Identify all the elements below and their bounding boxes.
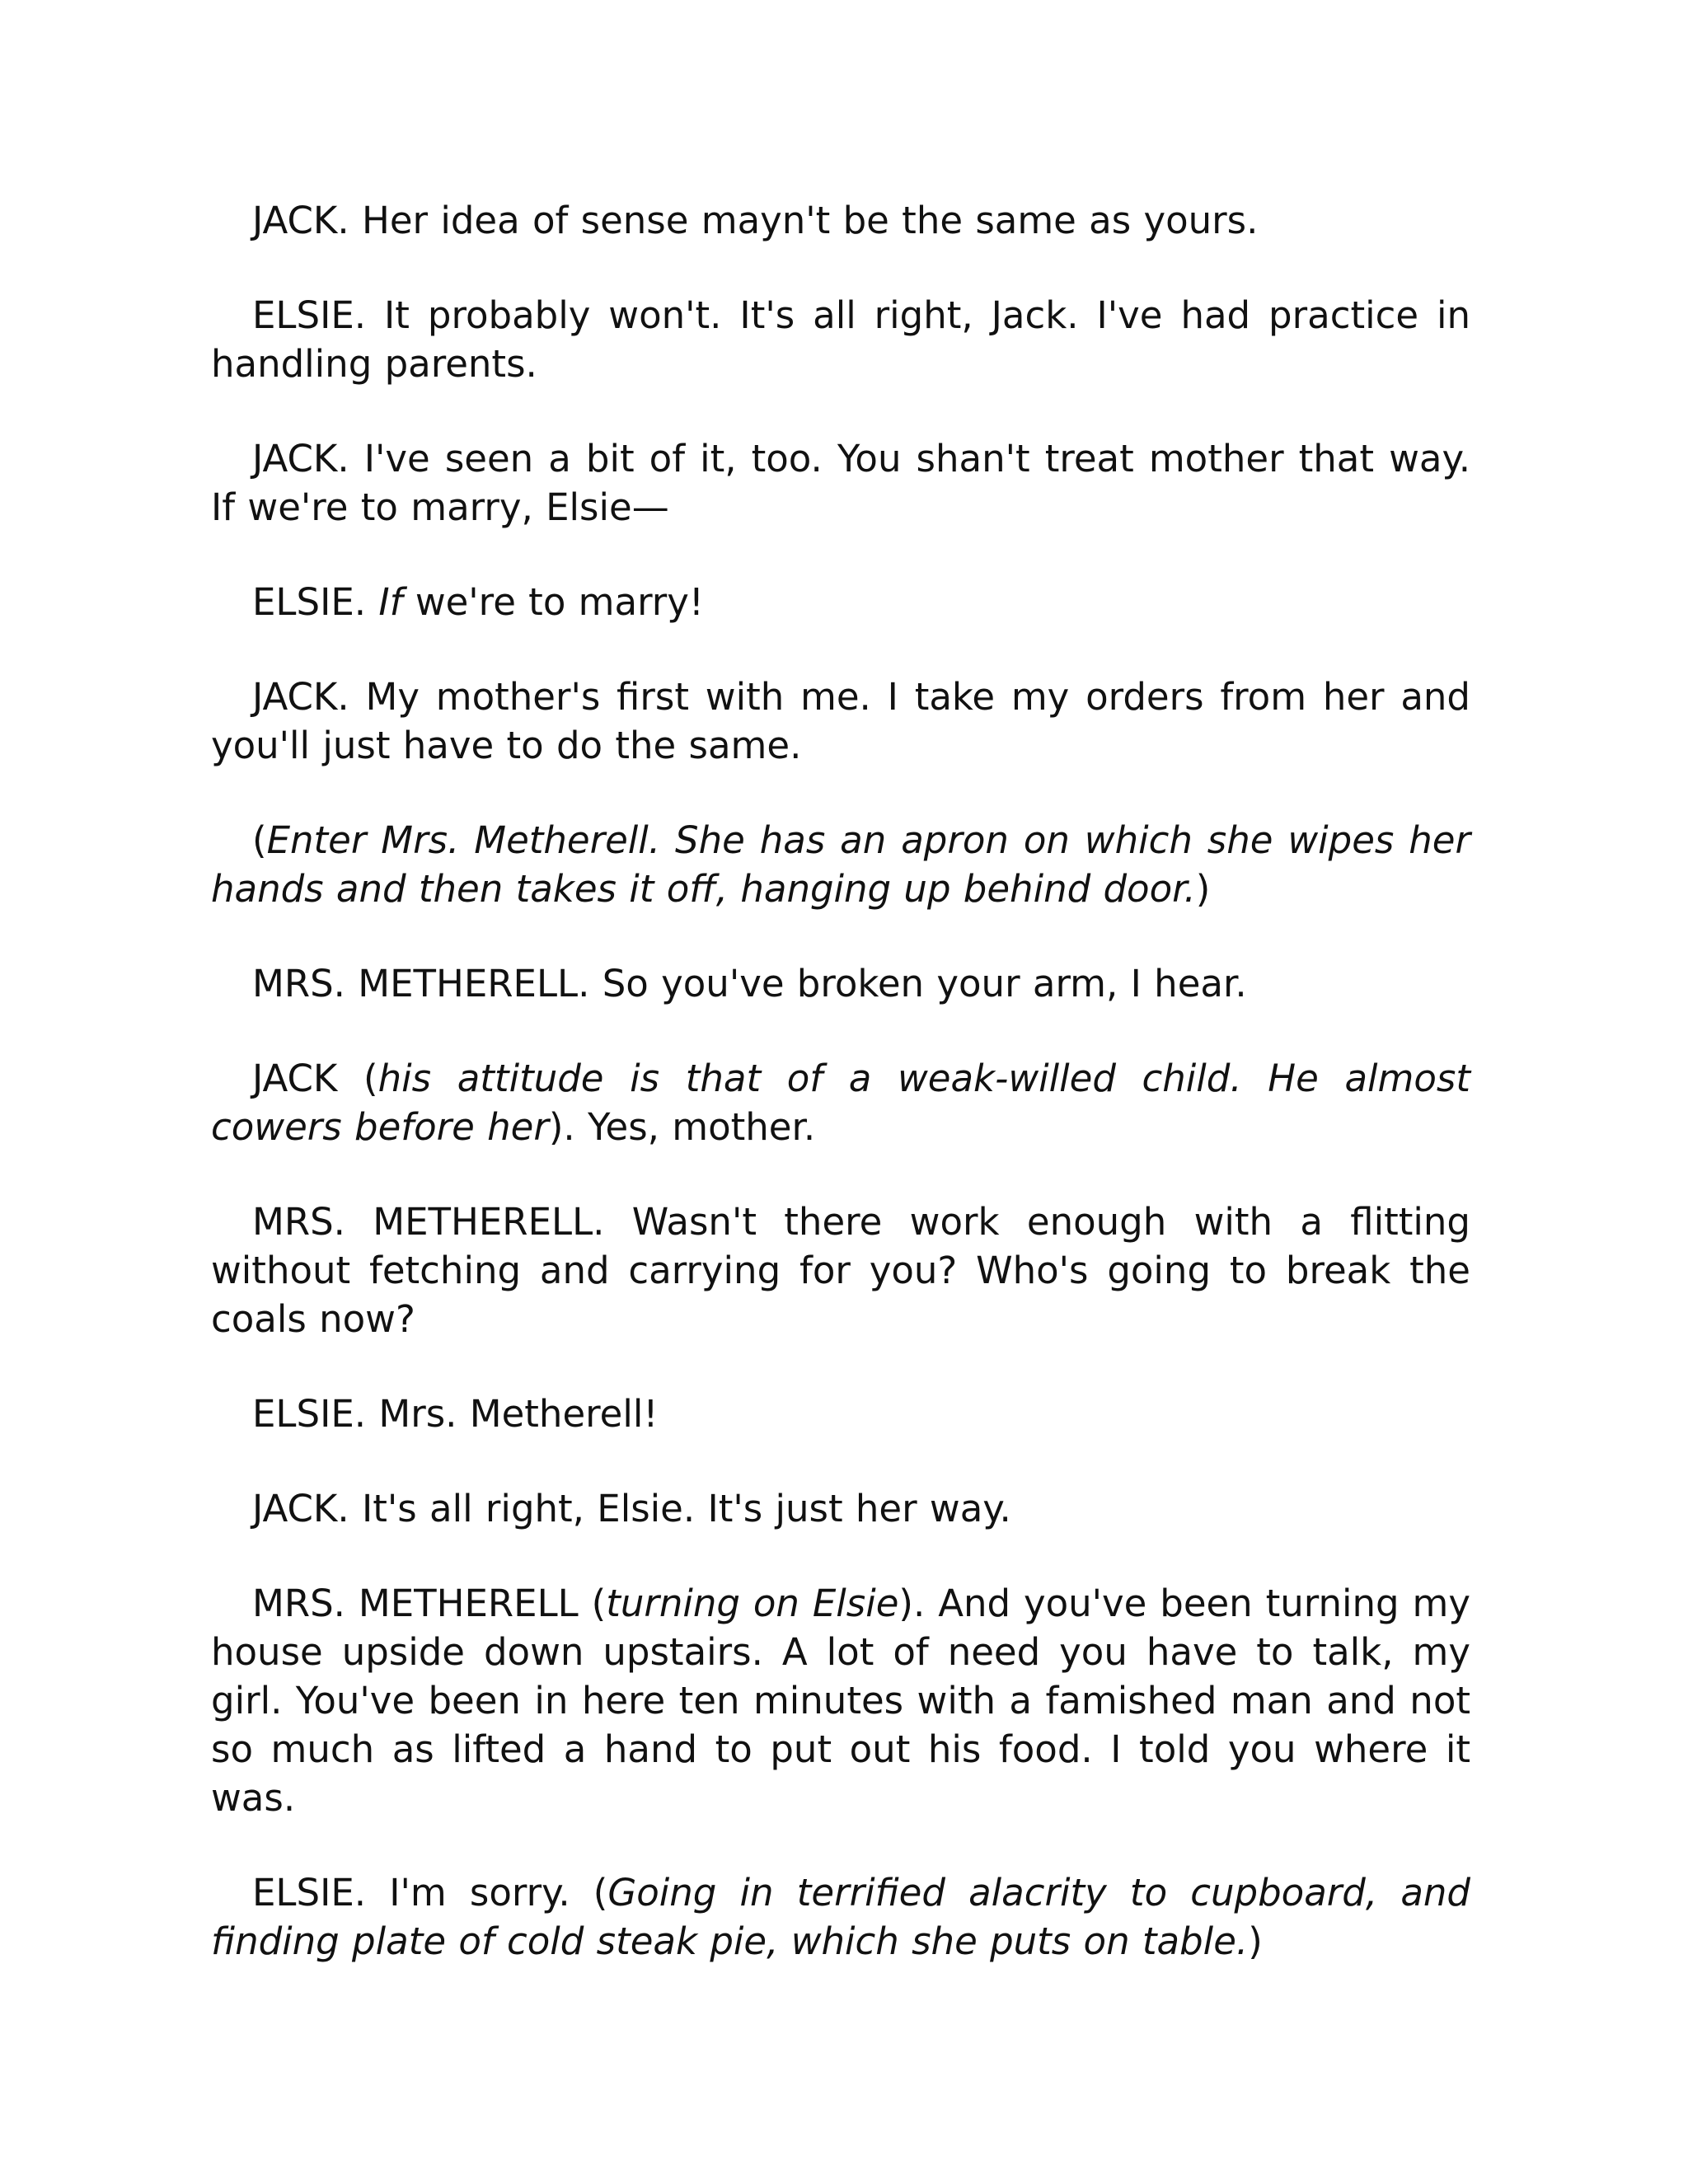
stage-direction-text: his attitude is that of a weak-willed child. He almost cowers before her — [211, 1057, 1470, 1149]
speaker-name: JACK — [252, 1487, 338, 1530]
dialogue-paragraph — [211, 578, 1470, 626]
speaker-name: ELSIE — [252, 293, 354, 337]
open-paren: ( — [252, 818, 267, 862]
dialogue-text: . Wasn't there work enough with a flitting without fetching and carrying for you? Who's going to break the coals now? — [211, 1200, 1470, 1341]
speaker-name: MRS. METHERELL — [252, 962, 579, 1005]
dialogue-paragraph — [211, 1390, 1470, 1438]
dialogue-paragraph — [211, 1197, 1470, 1343]
stage-direction-text: Enter Mrs. Metherell. She has an apron on which she wipes her hands and then takes it off, hanging up behind door. — [211, 818, 1470, 911]
dialogue-text: . It probably won't. It's all right, Jack. I've had practice in handling parents. — [211, 293, 1470, 386]
dialogue-paragraph — [211, 196, 1470, 245]
speaker-name: ELSIE — [252, 1871, 354, 1915]
dialogue-paragraph — [211, 434, 1470, 532]
close-paren: ) — [1248, 1919, 1263, 1963]
dialogue-text: . Her idea of sense mayn't be the same as yours. — [337, 199, 1259, 242]
dialogue-text: we're to marry! — [402, 580, 704, 624]
dialogue-paragraph — [211, 959, 1470, 1008]
dialogue-paragraph — [211, 1054, 1470, 1151]
speaker-name: MRS. METHERELL — [252, 1200, 593, 1244]
speaker-name: JACK — [252, 675, 338, 719]
speaker-name: ELSIE — [252, 580, 354, 624]
dialogue-paragraph — [211, 1868, 1470, 1966]
emphasis-text: If — [378, 580, 403, 624]
stage-direction — [211, 816, 1470, 913]
stage-direction-text: turning on Elsie — [606, 1582, 899, 1625]
close-paren: ) — [1195, 867, 1211, 911]
dialogue-text: . I'm sorry. ( — [354, 1871, 608, 1915]
speaker-name: JACK — [252, 1057, 338, 1100]
dialogue-text: . So you've broken your arm, I hear. — [578, 962, 1247, 1005]
dialogue-text: . It's all right, Elsie. It's just her way. — [337, 1487, 1011, 1530]
speaker-name: MRS. METHERELL — [252, 1582, 579, 1625]
separator: . — [354, 580, 379, 624]
dialogue-paragraph — [211, 1484, 1470, 1533]
dialogue-text: ). Yes, mother. — [548, 1105, 816, 1149]
stage-direction-text: Going in terrified alacrity to cupboard, and finding plate of cold steak pie, which she puts on table. — [211, 1871, 1470, 1963]
dialogue-text: . Mrs. Metherell! — [354, 1392, 659, 1436]
dialogue-paragraph — [211, 1579, 1470, 1822]
speaker-name: JACK — [252, 437, 338, 480]
speaker-name: JACK — [252, 199, 338, 242]
dialogue-paragraph — [211, 673, 1470, 770]
dialogue-paragraph — [211, 291, 1470, 388]
script-page — [211, 196, 1470, 1966]
dialogue-text: . My mother's first with me. I take my orders from her and you'll just have to do the same. — [211, 675, 1470, 767]
open-paren: ( — [578, 1582, 607, 1625]
dialogue-text: . I've seen a bit of it, too. You shan't treat mother that way. If we're to marry, Elsie— — [211, 437, 1470, 529]
dialogue-text: ). And you've been turning my house upside down upstairs. A lot of need you have to talk, my girl. You've been in here ten minutes with a famished man and not so much as lifted a hand to put out his food. I told you where it was. — [211, 1582, 1470, 1820]
open-paren: ( — [337, 1057, 378, 1100]
speaker-name: ELSIE — [252, 1392, 354, 1436]
